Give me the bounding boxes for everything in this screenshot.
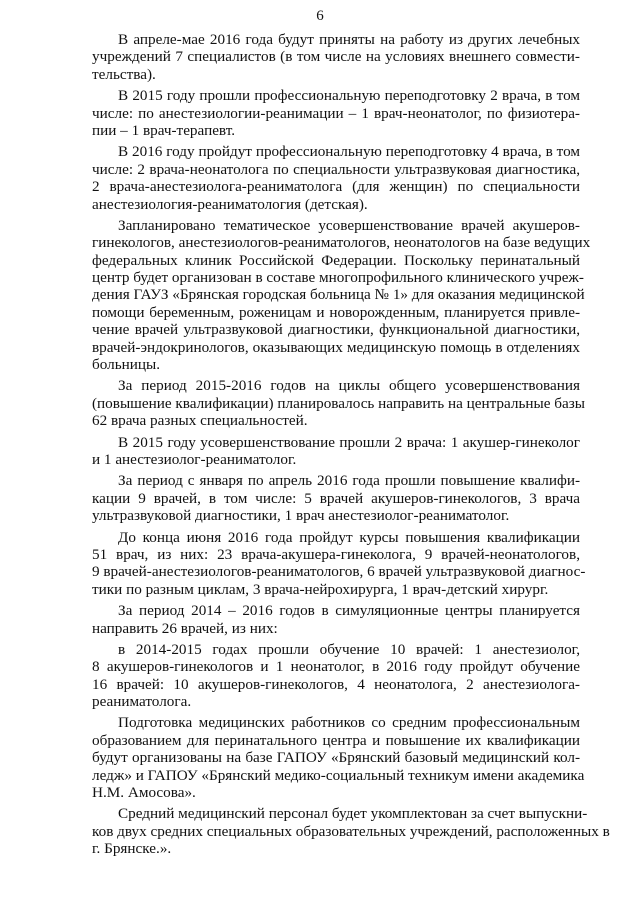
paragraph-line: 51 врач, из них: 23 врача-акушера-гинеколога, 9 врачей-неонатологов, <box>92 545 580 563</box>
paragraph-line: За период 2014 – 2016 годов в симуляционные центры планируется <box>118 602 580 620</box>
paragraph-line: кации 9 врачей, в том числе: 5 врачей акушеров-гинекологов, 3 врача <box>92 489 580 507</box>
paragraph-line: анестезиология-реаниматология (детская). <box>92 195 368 213</box>
paragraph-line: гинекологов, анестезиологов-реаниматологов, неонатологов на базе ведущих <box>92 234 591 252</box>
paragraph <box>92 805 610 858</box>
paragraph-line: помощи беременным, роженицам и новорожденным, планируется привле- <box>92 303 580 321</box>
paragraph-line: В 2015 году прошли профессиональную переподготовку 2 врача, в том <box>118 87 580 105</box>
paragraph-line: 8 акушеров-гинекологов и 1 неонатолог, в 2016 году пройдут обучение <box>92 658 580 676</box>
paragraph-line: реаниматолога. <box>92 693 192 711</box>
paragraph-line: дения ГАУЗ «Брянская городская больница № 1» для оказания медицинской <box>92 286 585 304</box>
paragraph <box>92 434 580 469</box>
paragraph-line: тельства). <box>92 65 156 83</box>
paragraph-line: образованием для перинатального центра и повышение их квалификации <box>92 731 580 749</box>
paragraph-line: больницы. <box>92 356 161 374</box>
paragraph-line: врачей-эндокринологов, оказывающих медицинскую помощь в отделениях <box>92 338 580 356</box>
paragraph <box>92 602 580 637</box>
paragraph-line: За период с января по апрель 2016 года прошли повышение квалифи- <box>118 472 580 490</box>
paragraph-line: ков двух средних специальных образовательных учреждений, расположенных в <box>92 822 610 840</box>
paragraph-line: В 2015 году усовершенствование прошли 2 врача: 1 акушер-гинеколог <box>118 433 580 451</box>
paragraph <box>92 377 585 430</box>
paragraph-line: в 2014-2015 годах прошли обучение 10 врачей: 1 анестезиолог, <box>118 640 580 658</box>
paragraph <box>92 143 580 213</box>
paragraph-line: Средний медицинский персонал будет укомплектован за счет выпускни- <box>118 805 588 823</box>
paragraph-line: В 2016 году пройдут профессиональную переподготовку 4 врача, в том <box>118 143 580 161</box>
paragraph-line: учреждений 7 специалистов (в том числе на условиях внешнего совмести- <box>92 48 580 66</box>
paragraph <box>92 472 580 524</box>
paragraph <box>92 87 580 139</box>
page-number: 6 <box>316 8 324 24</box>
paragraph-line: (повышение квалификации) планировалось направить на центральные базы <box>92 394 585 412</box>
paragraph <box>92 31 580 83</box>
paragraph-line: 62 врача разных специальностей. <box>92 412 308 430</box>
paragraph-line: ультразвуковой диагностики, 1 врач анестезиолог-реаниматолог. <box>92 507 510 525</box>
paragraph-line: За период 2015-2016 годов на циклы общего усовершенствования <box>118 377 580 395</box>
paragraph-line: г. Брянске.». <box>92 840 172 858</box>
paragraph <box>92 216 591 374</box>
paragraph-line: Запланировано тематическое усовершенствование врачей акушеров- <box>118 216 580 234</box>
paragraph-line: Н.М. Амосова». <box>92 784 196 802</box>
paragraph-line: До конца июня 2016 года пройдут курсы повышения квалификации <box>118 528 580 546</box>
paragraph-line: и 1 анестезиолог-реаниматолог. <box>92 450 297 468</box>
paragraph-line: будут организованы на базе ГАПОУ «Брянский базовый медицинский кол- <box>92 749 580 767</box>
paragraph-line: числе: по анестезиологии-реанимации – 1 врач-неонатолог, по физиотера- <box>92 104 580 122</box>
paragraph-line: пии – 1 врач-терапевт. <box>92 121 236 139</box>
paragraph-line: 9 врачей-анестезиологов-реаниматологов, 6 врачей ультразвуковой диагнос- <box>92 563 586 581</box>
paragraph-line: тики по разным циклам, 3 врача-нейрохирурга, 1 врач-детский хирург. <box>92 580 549 598</box>
paragraph-line: 2 врача-анестезиолога-реаниматолога (для женщин) по специальности <box>92 178 580 196</box>
paragraph-line: чение врачей ультразвуковой диагностики, функциональной диагностики, <box>92 321 580 339</box>
paragraph <box>92 641 580 711</box>
paragraph-line: центр будет организован в составе многопрофильного клинического учреж- <box>92 269 584 287</box>
paragraph-line: В апреле-мае 2016 года будут приняты на работу из других лечебных <box>118 31 580 48</box>
paragraph <box>92 528 586 599</box>
paragraph-line: Подготовка медицинских работников со средним профессиональным <box>118 714 580 732</box>
paragraph <box>92 714 585 802</box>
paragraph-line: федеральных клиник Российской Федерации. Поскольку перинатальный <box>92 251 580 269</box>
paragraph-line: 16 врачей: 10 акушеров-гинекологов, 4 неонатолога, 2 анестезиолога- <box>92 675 580 693</box>
document-body <box>92 31 610 858</box>
paragraph-line: направить 26 врачей, из них: <box>92 619 278 637</box>
paragraph-line: числе: 2 врача-неонатолога по специальности ультразвуковая диагностика, <box>92 160 580 178</box>
paragraph-line: ледж» и ГАПОУ «Брянский медико-социальный техникум имени академика <box>92 766 585 784</box>
